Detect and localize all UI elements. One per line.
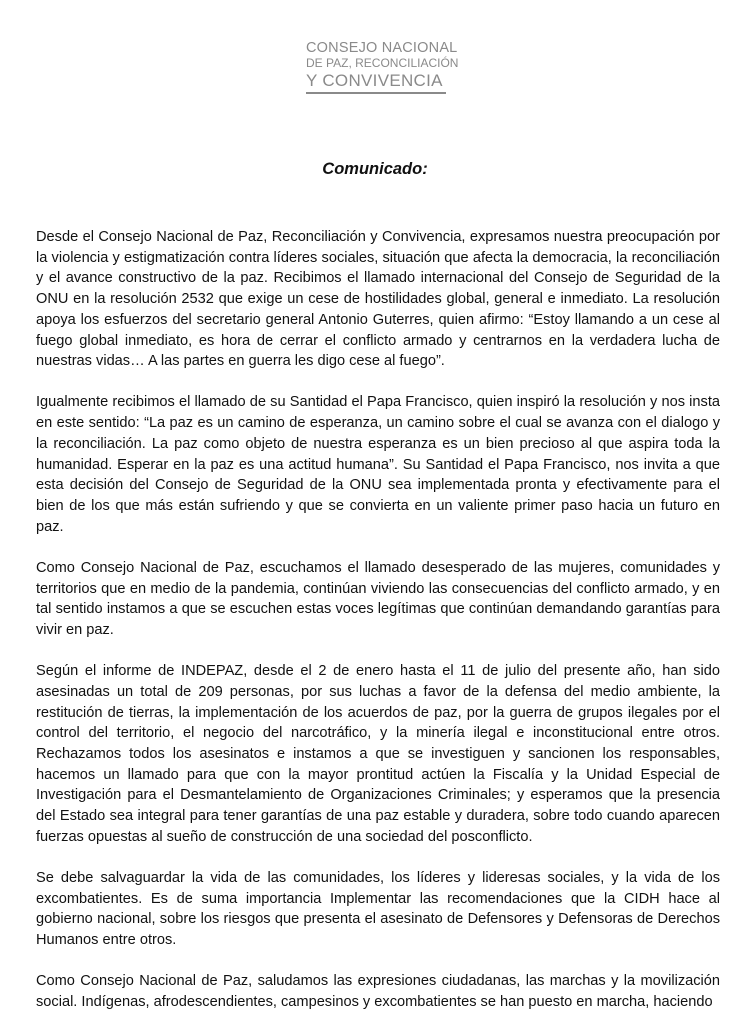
paragraph-6: Como Consejo Nacional de Paz, saludamos las expresiones ciudadanas, las marchas y la movilización social. Indígenas, afrodescendientes, campesinos y excombatientes se han puesto en marcha, haciendo — [36, 973, 720, 1010]
paragraph-3: Como Consejo Nacional de Paz, escuchamos el llamado desesperado de las mujeres, comunidades y territorios que en medio de la pandemia, continúan viviendo las consecuencias del conflicto armado, y en tal sentido instamos a que se escuchen estas voces legítimas que continúan demandando garantías para vivir en paz. — [36, 559, 720, 638]
logo-line-1: CONSEJO NACIONAL — [306, 40, 458, 56]
paragraph-4: Según el informe de INDEPAZ, desde el 2 de enero hasta el 11 de julio del presente año, han sido asesinadas un total de 209 personas, por sus luchas a favor de la defensa del medio ambiente, la restitución de tierras, la implementación de los acuerdos de paz, por la guerra de grupos ilegales por el control del territorio, el negocio del narcotráfico, y la minería ilegal e inconstitucional entre otros. Rechazamos todos los asesinatos e instamos a que se investiguen y sancionen los responsables, hacemos un llamado para que con la mayor prontitud actúen la Fiscalía y la Unidad Especial de Investigación para el Desmantelamiento de Organizaciones Criminales; y esperamos que la presencia del Estado sea integral para tener garantías de una paz estable y duradera, sobre todo cuando aparecen fuerzas opuestas al sueño de construcción de una sociedad del posconflicto. — [36, 663, 720, 845]
document-body — [36, 227, 720, 1033]
paragraph-5: Se debe salvaguardar la vida de las comunidades, los líderes y lideresas sociales, y la vida de los excombatientes. Es de suma importancia Implementar las recomendaciones que la CIDH hace al gobierno nacional, sobre los riesgos que presenta el asesinato de Defensores y Defensoras de Derechos Humanos entre otros. — [36, 869, 720, 949]
document-title: Comunicado: — [322, 160, 428, 178]
paragraph-1: Desde el Consejo Nacional de Paz, Reconciliación y Convivencia, expresamos nuestra preocupación por la violencia y estigmatización contra líderes sociales, situación que afecta la democracia, la reconciliación y el avance constructivo de la paz. Recibimos el llamado internacional del Consejo de Seguridad de la ONU en la resolución 2532 que exige un cese de hostilidades global, general e inmediato. La resolución apoya los esfuerzos del secretario general Antonio Guterres, quien afirmo: “Estoy llamando a un cese al fuego global inmediato, es hora de cerrar el conflicto armado y centrarnos en la verdadera lucha de nuestras vidas… A las partes en guerra les digo cese al fuego”. — [36, 229, 720, 370]
organization-logo — [306, 40, 459, 94]
logo-underline — [306, 92, 446, 94]
paragraph-2: Igualmente recibimos el llamado de su Santidad el Papa Francisco, quien inspiró la resolución y nos insta en este sentido: “La paz es un camino de esperanza, un camino sobre el cual se avanza con el dialogo y la reconciliación. La paz como objeto de nuestra esperanza es un bien precioso al que aspira toda la humanidad. Esperar en la paz es una actitud humana”. Su Santidad el Papa Francisco, nos invita a que esta decisión del Consejo de Seguridad de la ONU sea implementada pronta y efectivamente para el bien de los que más están sufriendo y que se convierta en un valiente primer paso hacia un futuro en paz. — [36, 394, 720, 535]
logo-line-3: Y CONVIVENCIA — [306, 71, 443, 90]
logo-line-2: DE PAZ, RECONCILIACIÓN — [306, 56, 459, 70]
